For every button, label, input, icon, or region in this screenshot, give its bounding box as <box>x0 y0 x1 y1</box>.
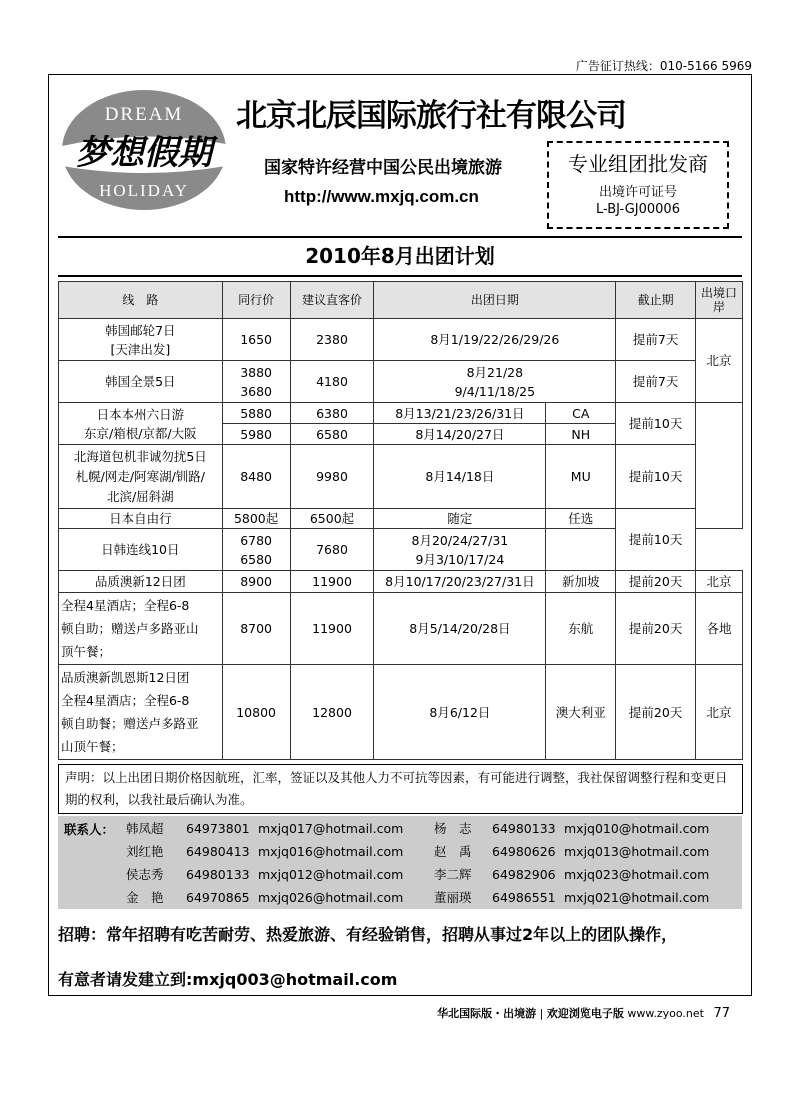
ad-hotline: 广告征订热线：010-5166 5969 <box>575 59 752 73</box>
route-cell: 日韩连线10日 <box>59 529 223 571</box>
header-port: 出境口岸 <box>696 282 743 319</box>
deadline-cell: 提前10天 <box>616 445 696 509</box>
contact-name: 赵 禹 <box>434 844 472 859</box>
retail-price-cell: 6580 <box>290 424 374 445</box>
table-row <box>59 509 743 529</box>
footer-edition: 华北国际版・出境游 <box>437 1007 537 1020</box>
dates-cell: 8月5/14/20/28日 <box>374 593 546 665</box>
logo-main-text: 梦想假期 <box>76 133 212 173</box>
header-retail-price: 建议直客价 <box>290 282 374 319</box>
contact-phone: 64970865 <box>186 890 250 905</box>
airline-cell: CA <box>546 403 616 424</box>
table-row <box>59 403 743 424</box>
contact-name: 董丽瑛 <box>434 890 472 905</box>
logo-bottom-text: HOLIDAY <box>99 181 189 200</box>
contact-name: 金 艳 <box>126 890 164 905</box>
table-header-row <box>59 282 743 319</box>
table-row <box>59 593 743 665</box>
badge-title: 专业组团批发商 <box>568 152 708 176</box>
plan-title: 2010年8月出团计划 <box>305 244 495 268</box>
dates-cell: 随定 <box>374 509 546 529</box>
route-cell: 韩国全景5日 <box>59 361 223 403</box>
contacts-label: 联系人： <box>64 822 115 837</box>
deadline-cell: 提前7天 <box>616 361 696 403</box>
route-cell: 日本本州六日游 东京/箱根/京都/大阪 <box>59 403 223 445</box>
divider <box>58 236 742 238</box>
retail-price-cell: 6500起 <box>290 509 374 529</box>
contact-phone: 64980133 <box>186 867 250 882</box>
airline-cell: 东航 <box>546 593 616 665</box>
port-cell: 北京 <box>696 319 743 403</box>
airline-cell-empty <box>546 529 616 571</box>
peer-price-cell: 6780 6580 <box>222 529 290 571</box>
contact-name: 侯志秀 <box>126 867 164 882</box>
airline-cell: 新加坡 <box>546 571 616 593</box>
header-route: 线 路 <box>59 282 223 319</box>
recruitment-notice: 招聘：常年招聘有吃苦耐劳、热爱旅游、有经验销售，招聘从事过2年以上的团队操作， <box>58 925 678 944</box>
peer-price-cell: 1650 <box>222 319 290 361</box>
header-peer-price: 同行价 <box>222 282 290 319</box>
divider <box>58 275 742 277</box>
contact-phone: 64980413 <box>186 844 250 859</box>
page-footer <box>437 1005 730 1021</box>
airline-cell: MU <box>546 445 616 509</box>
dates-cell: 8月13/21/23/26/31日 <box>374 403 546 424</box>
website-url[interactable]: http://www.mxjq.com.cn <box>284 187 479 206</box>
port-cell-empty <box>696 403 743 529</box>
dates-cell: 8月10/17/20/23/27/31日 <box>374 571 546 593</box>
slogan: 国家特许经营中国公民出境旅游 <box>264 158 502 178</box>
route-cell: 全程4星酒店；全程6-8 顿自助；赠送卢多路亚山 顶午餐； <box>59 593 223 665</box>
header-dates: 出团日期 <box>374 282 616 319</box>
retail-price-cell: 12800 <box>290 665 374 760</box>
contacts-panel <box>58 816 742 909</box>
contact-email[interactable]: mxjq026@hotmail.com <box>258 890 404 905</box>
peer-price-cell: 3880 3680 <box>222 361 290 403</box>
contact-name: 刘红艳 <box>126 844 164 859</box>
retail-price-cell: 11900 <box>290 593 374 665</box>
contact-email[interactable]: mxjq017@hotmail.com <box>258 821 404 836</box>
route-cell: 韩国邮轮7日 [天津出发] <box>59 319 223 361</box>
retail-price-cell: 9980 <box>290 445 374 509</box>
contact-email[interactable]: mxjq023@hotmail.com <box>564 867 710 882</box>
company-name: 北京北辰国际旅行社有限公司 <box>236 98 626 134</box>
retail-price-cell: 11900 <box>290 571 374 593</box>
port-cell: 北京 <box>696 571 743 593</box>
contact-name: 杨 志 <box>434 821 472 836</box>
badge-license-number: L-BJ-GJ00006 <box>596 202 680 217</box>
peer-price-cell: 8700 <box>222 593 290 665</box>
contact-name: 李二辉 <box>434 867 472 882</box>
contact-phone: 64986551 <box>492 890 556 905</box>
contact-phone: 64982906 <box>492 867 556 882</box>
deadline-cell: 提前10天 <box>616 403 696 445</box>
deadline-cell: 提前20天 <box>616 571 696 593</box>
apply-notice: 有意者请发建立到:mxjq003@hotmail.com <box>58 970 398 989</box>
contact-email[interactable]: mxjq012@hotmail.com <box>258 867 404 882</box>
airline-cell: 任选 <box>546 509 616 529</box>
contact-email[interactable]: mxjq021@hotmail.com <box>564 890 710 905</box>
contact-phone: 64980626 <box>492 844 556 859</box>
retail-price-cell: 7680 <box>290 529 374 571</box>
peer-price-cell: 8900 <box>222 571 290 593</box>
statement: 声明：以上出团日期价格因航班，汇率，签证以及其他人力不可抗等因素，有可能进行调整，我社保留调整行程和变更日期的权利，以我社最后确认为准。 <box>58 764 743 814</box>
badge-license-label: 出境许可证号 <box>598 185 677 200</box>
logo-top-text: DREAM <box>104 104 184 125</box>
airline-cell: 澳大利亚 <box>546 665 616 760</box>
route-cell: 品质澳新12日团 <box>59 571 223 593</box>
table-row <box>59 665 743 760</box>
deadline-cell: 提前20天 <box>616 593 696 665</box>
license-badge <box>547 141 729 229</box>
contact-email[interactable]: mxjq013@hotmail.com <box>564 844 710 859</box>
dates-cell: 8月6/12日 <box>374 665 546 760</box>
table-row <box>59 445 743 509</box>
peer-price-cell: 10800 <box>222 665 290 760</box>
table-row <box>59 319 743 361</box>
retail-price-cell: 6380 <box>290 403 374 424</box>
contact-email[interactable]: mxjq016@hotmail.com <box>258 844 404 859</box>
port-cell: 北京 <box>696 665 743 760</box>
retail-price-cell: 4180 <box>290 361 374 403</box>
table-row <box>59 361 743 403</box>
contact-name: 韩凤超 <box>126 821 164 836</box>
footer-site[interactable]: www.zyoo.net <box>627 1007 704 1020</box>
deadline-cell: 提前7天 <box>616 319 696 361</box>
airline-cell: NH <box>546 424 616 445</box>
dates-cell: 8月1/19/22/26/29/26 <box>374 319 616 361</box>
peer-price-cell: 5880 <box>222 403 290 424</box>
table-row <box>59 571 743 593</box>
peer-price-cell: 5980 <box>222 424 290 445</box>
footer-separator: | <box>539 1007 544 1020</box>
route-cell: 品质澳新凯恩斯12日团 全程4星酒店；全程6-8 顿自助餐；赠送卢多路亚 山顶午餐； <box>59 665 223 760</box>
dates-cell: 8月14/20/27日 <box>374 424 546 445</box>
tour-plan-table <box>58 281 743 760</box>
deadline-cell: 提前10天 <box>616 509 696 571</box>
retail-price-cell: 2380 <box>290 319 374 361</box>
dates-cell: 8月20/24/27/31 9月3/10/17/24 <box>374 529 546 571</box>
route-cell: 日本自由行 <box>59 509 223 529</box>
contact-phone: 64980133 <box>492 821 556 836</box>
page-number: 77 <box>713 1006 730 1021</box>
route-cell: 北海道包机非诚勿扰5日 札幌/网走/阿寒湖/钏路/ 北滨/屈斜湖 <box>59 445 223 509</box>
header-deadline: 截止期 <box>616 282 696 319</box>
dates-cell: 8月14/18日 <box>374 445 546 509</box>
dream-holiday-logo <box>60 88 228 212</box>
contact-email[interactable]: mxjq010@hotmail.com <box>564 821 710 836</box>
peer-price-cell: 8480 <box>222 445 290 509</box>
deadline-cell: 提前20天 <box>616 665 696 760</box>
port-cell: 各地 <box>696 593 743 665</box>
contact-phone: 64973801 <box>186 821 250 836</box>
footer-browse: 欢迎浏览电子版 <box>546 1007 624 1020</box>
peer-price-cell: 5800起 <box>222 509 290 529</box>
dates-cell: 8月21/28 9/4/11/18/25 <box>374 361 616 403</box>
